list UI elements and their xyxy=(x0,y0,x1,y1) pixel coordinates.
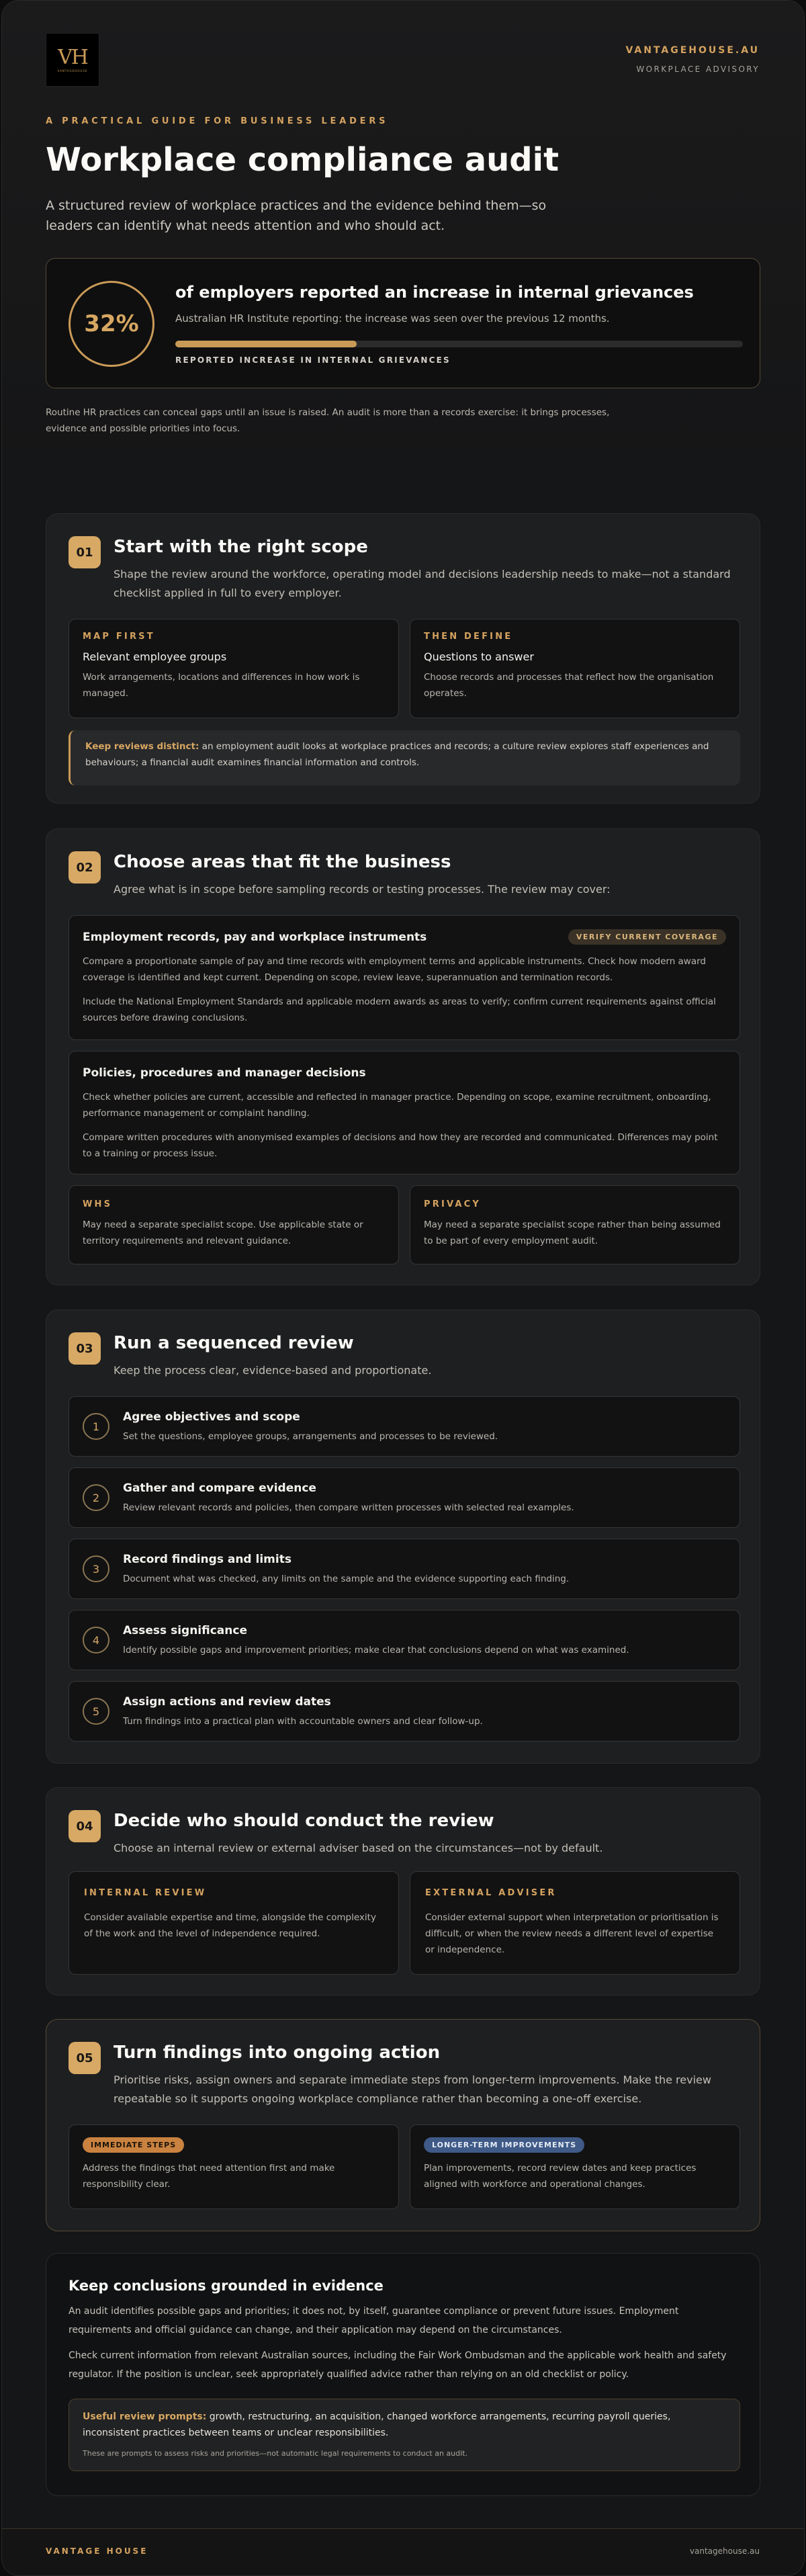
hero xyxy=(2,1,804,479)
card-external-adviser xyxy=(410,1871,740,1975)
card-title: Employment records, pay and workplace instruments xyxy=(83,931,427,944)
card-tag: MAP FIRST xyxy=(83,632,155,642)
card-paragraph: Compare written procedures with anonymised examples of decisions and how they are recorded and communicated. Differences may point to a training or process issue. xyxy=(83,1132,718,1159)
card-employment-records xyxy=(69,915,740,1040)
section-lede: Agree what is in scope before sampling records or testing processes. The review may cover: xyxy=(114,883,611,896)
section-title: Turn findings into ongoing action xyxy=(114,2043,441,2063)
logo-subtext: VANTAGEHOUSE xyxy=(57,69,88,73)
card-paragraph: Check whether policies are current, accessible and reflected in manager practice. Depending on scope, examine recruitment, onboarding, performance management or complaint handling. xyxy=(83,1092,711,1119)
section-title: Keep conclusions grounded in evidence xyxy=(69,2278,384,2294)
card-whs xyxy=(69,1185,399,1264)
step-card xyxy=(69,1681,740,1742)
logo[interactable] xyxy=(46,33,99,87)
step-number: 2 xyxy=(83,1484,109,1511)
verify-coverage-badge: VERIFY CURRENT COVERAGE xyxy=(568,929,726,945)
card-policies xyxy=(69,1051,740,1174)
page-title: Workplace compliance audit xyxy=(46,141,559,179)
brand-tagline: WORKPLACE ADVISORY xyxy=(636,65,760,74)
stat-source: Australian HR Institute reporting: the increase was seen over the previous 12 months. xyxy=(175,312,610,325)
callout-text: an employment audit looks at workplace practices and records; a culture review explores staff experiences and behaviours; a financial audit examines financial information and controls. xyxy=(85,741,709,768)
card-body: Address the findings that need attention first and make responsibility clear. xyxy=(83,2163,335,2190)
section-number: 04 xyxy=(69,1810,101,1842)
stat-title: of employers reported an increase in internal grievances xyxy=(175,283,694,302)
step-number: 5 xyxy=(83,1698,109,1725)
stat-value: 32% xyxy=(84,310,139,337)
step-title: Assign actions and review dates xyxy=(123,1695,331,1709)
card-privacy xyxy=(410,1185,740,1264)
review-prompts-body: growth, restructuring, an acquisition, changed workforce arrangements, recurring payroll queries, inconsistent practices between teams or unclear responsibilities. xyxy=(83,2411,671,2438)
card-body: Consider available expertise and time, alongside the complexity of the work and the level of independence required. xyxy=(84,1912,376,1939)
step-number: 3 xyxy=(83,1555,109,1582)
section-number: 05 xyxy=(69,2042,101,2074)
hero-note: Routine HR practices can conceal gaps until an issue is raised. An audit is more than a records exercise: it brings processes, evidence and possible priorities into focus. xyxy=(46,407,610,434)
section-evidence xyxy=(46,2253,760,2496)
section-title: Start with the right scope xyxy=(114,537,368,557)
step-title: Assess significance xyxy=(123,1624,247,1637)
step-card xyxy=(69,1396,740,1457)
step-card xyxy=(69,1610,740,1670)
evidence-paragraph: An audit identifies possible gaps and priorities; it does not, by itself, guarantee compliance or prevent future issues. Employment requirements and official guidance can change, and their application may depend on the circumstances. xyxy=(69,2306,679,2335)
callout-lead: Keep reviews distinct: xyxy=(85,741,199,752)
stat-ring xyxy=(69,281,154,367)
distinct-reviews-callout xyxy=(69,730,740,785)
card-internal-review xyxy=(69,1871,399,1975)
stat-progress-fill xyxy=(175,341,357,347)
step-title: Gather and compare evidence xyxy=(123,1482,316,1495)
card-tag: INTERNAL REVIEW xyxy=(84,1888,207,1898)
section-lede: Choose an internal review or external adviser based on the circumstances—not by default. xyxy=(114,1842,603,1854)
section-title: Run a sequenced review xyxy=(114,1333,354,1353)
card-paragraph: Include the National Employment Standards and applicable modern awards as areas to verify; confirm current requirements against official sources before drawing conclusions. xyxy=(83,996,716,1023)
review-prompts-box xyxy=(69,2399,740,2471)
step-number: 4 xyxy=(83,1627,109,1654)
brand-domain[interactable]: VANTAGEHOUSE.AU xyxy=(625,45,760,56)
step-title: Record findings and limits xyxy=(123,1553,292,1566)
stat-bar-label: REPORTED INCREASE IN INTERNAL GRIEVANCES xyxy=(175,355,451,365)
card-body: Choose records and processes that reflect how the organisation operates. xyxy=(424,672,714,699)
section-title: Decide who should conduct the review xyxy=(114,1811,494,1831)
section-number: 02 xyxy=(69,851,101,884)
card-title: Questions to answer xyxy=(424,650,534,663)
step-description: Set the questions, employee groups, arrangements and processes to be reviewed. xyxy=(123,1431,498,1442)
evidence-paragraph: Check current information from relevant Australian sources, including the Fair Work Ombudsman and the applicable work health and safety regulator. If the position is unclear, seek appropriately qualified advice rather than relying on an old checklist or policy. xyxy=(69,2350,727,2380)
card-immediate-steps xyxy=(69,2124,399,2209)
card-tag: WHS xyxy=(83,1199,113,1209)
immediate-steps-chip: IMMEDIATE STEPS xyxy=(83,2137,184,2153)
section-sequence xyxy=(46,1310,760,1764)
card-longer-term xyxy=(410,2124,740,2209)
footer-brand[interactable]: VANTAGE HOUSE xyxy=(46,2546,148,2556)
step-card xyxy=(69,1467,740,1528)
section-areas xyxy=(46,828,760,1285)
stat-progress-bar xyxy=(175,341,743,347)
footer-link[interactable]: vantagehouse.au xyxy=(689,2546,760,2556)
step-description: Review relevant records and policies, then compare written processes with selected real examples. xyxy=(123,1502,574,1513)
card-body: May need a separate specialist scope. Use applicable state or territory requirements and relevant guidance. xyxy=(83,1219,363,1246)
card-tag: EXTERNAL ADVISER xyxy=(425,1888,557,1898)
hero-eyebrow: A PRACTICAL GUIDE FOR BUSINESS LEADERS xyxy=(46,116,389,126)
card-then-define xyxy=(410,619,740,718)
document-frame xyxy=(1,0,805,2576)
section-lede: Shape the review around the workforce, operating model and decisions leadership needs to make—not a standard checklist applied in full to every employer. xyxy=(114,568,731,599)
hero-lede: A structured review of workplace practices and the evidence behind them—so leaders can identify what needs attention and who should act. xyxy=(46,198,547,233)
section-lede: Prioritise risks, assign owners and separate immediate steps from longer-term improvements. Make the review repeatable so it supports ongoing workplace compliance rather than becoming a one-off exercise. xyxy=(114,2073,711,2105)
longer-term-chip: LONGER-TERM IMPROVEMENTS xyxy=(424,2137,584,2153)
step-card xyxy=(69,1539,740,1599)
card-paragraph: Compare a proportionate sample of pay and time records with employment terms and applicable instruments. Check how modern award coverage is identified and kept current. Depending on scope, review leave, superannuation and termination records. xyxy=(83,956,707,983)
card-body: Consider external support when interpretation or prioritisation is difficult, or when the review needs a different level of expertise or independence. xyxy=(425,1912,719,1955)
section-lede: Keep the process clear, evidence-based and proportionate. xyxy=(114,1364,432,1377)
section-number: 03 xyxy=(69,1332,101,1365)
section-number: 01 xyxy=(69,536,101,568)
footer xyxy=(2,2528,804,2576)
section-title: Choose areas that fit the business xyxy=(114,852,451,872)
review-prompts-note: These are prompts to assess risks and priorities—not automatic legal requirements to conduct an audit. xyxy=(83,2449,467,2458)
card-title: Relevant employee groups xyxy=(83,650,227,663)
review-prompts-lead: Useful review prompts: xyxy=(83,2411,207,2422)
card-map-first xyxy=(69,619,399,718)
card-body: Work arrangements, locations and differences in how work is managed. xyxy=(83,672,360,699)
card-tag: PRIVACY xyxy=(424,1199,481,1209)
review-prompts-text xyxy=(83,2409,721,2441)
section-who xyxy=(46,1787,760,1995)
card-title: Policies, procedures and manager decisions xyxy=(83,1066,366,1080)
step-number: 1 xyxy=(83,1413,109,1440)
step-description: Identify possible gaps and improvement priorities; make clear that conclusions depend on what was examined. xyxy=(123,1645,629,1656)
step-title: Agree objectives and scope xyxy=(123,1410,300,1424)
section-scope xyxy=(46,513,760,804)
logo-mark: VH xyxy=(58,45,87,69)
card-body: May need a separate specialist scope rather than being assumed to be part of every employment audit. xyxy=(424,1219,721,1246)
step-description: Turn findings into a practical plan with accountable owners and clear follow-up. xyxy=(123,1716,483,1727)
card-tag: THEN DEFINE xyxy=(424,632,513,642)
brand-block xyxy=(625,45,760,74)
stat-card xyxy=(46,258,760,388)
section-ongoing-action xyxy=(46,2019,760,2231)
card-body: Plan improvements, record review dates and keep practices aligned with workforce and operational changes. xyxy=(424,2163,697,2190)
step-description: Document what was checked, any limits on the sample and the evidence supporting each finding. xyxy=(123,1574,570,1584)
